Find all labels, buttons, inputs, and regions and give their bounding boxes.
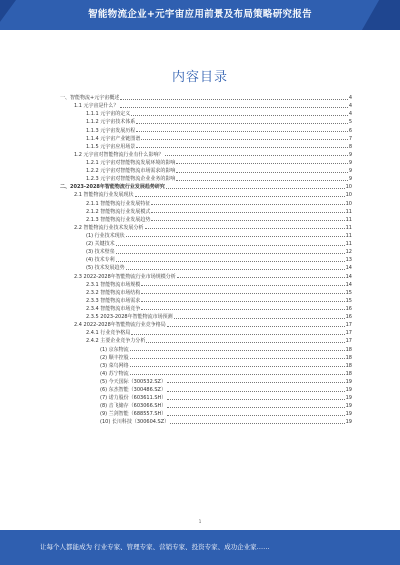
- toc-entry-title: (2) 顺丰控股: [100, 354, 129, 361]
- toc-entry[interactable]: [60, 336, 352, 344]
- toc-entry-page: 12: [345, 249, 352, 256]
- toc-entry-title: 2.3.4 智能物流市场竞争: [86, 305, 141, 312]
- toc-entry-page: 11: [345, 241, 352, 248]
- table-of-contents: [60, 93, 352, 425]
- toc-entry[interactable]: [60, 385, 352, 393]
- dot-leader: [116, 261, 345, 262]
- toc-entry-page: 9: [348, 151, 352, 158]
- toc-entry[interactable]: [60, 93, 352, 101]
- toc-entry-title: 2.3.2 智能物流市场结构: [86, 289, 141, 296]
- toc-entry-title: 2.4 2022-2028年智能物流行业竞争格局: [74, 322, 166, 329]
- dot-leader: [141, 301, 344, 302]
- toc-entry-page: 16: [345, 305, 352, 312]
- toc-entry[interactable]: [60, 361, 352, 369]
- dot-leader: [151, 212, 344, 213]
- toc-entry-page: 4: [348, 95, 352, 102]
- toc-entry[interactable]: [60, 271, 352, 279]
- dot-leader: [167, 391, 345, 392]
- dot-leader: [167, 326, 345, 327]
- toc-entry-page: 19: [345, 378, 352, 385]
- toc-entry-title: (10) 长川科技（300604.SZ）: [100, 419, 170, 426]
- report-title: 智能物流企业+元宇宙应用前景及布局策略研究报告: [88, 9, 312, 20]
- toc-entry-page: 11: [345, 224, 352, 231]
- toc-entry[interactable]: [60, 174, 352, 182]
- toc-entry-title: 1.2 元宇宙对智能物流行业有什么影响？: [74, 151, 164, 158]
- toc-entry[interactable]: [60, 255, 352, 263]
- dot-leader: [177, 277, 345, 278]
- toc-entry[interactable]: [60, 134, 352, 142]
- toc-entry-title: 2.1 智能物流行业发展现状: [74, 192, 134, 199]
- toc-entry[interactable]: [60, 417, 352, 425]
- toc-entry[interactable]: [60, 393, 352, 401]
- dot-leader: [167, 407, 344, 408]
- dot-leader: [136, 131, 348, 132]
- toc-entry-title: (9) 兰剑智能（688557.SH）: [100, 411, 167, 418]
- dot-leader: [167, 382, 345, 383]
- dot-leader: [167, 415, 344, 416]
- toc-entry-title: 1.2.2 元宇宙对智能物流市场需求的影响: [86, 168, 176, 175]
- toc-entry-title: 2.4.2 主要企业竞争力分析: [86, 338, 146, 345]
- dot-leader: [136, 147, 348, 148]
- toc-entry[interactable]: [60, 231, 352, 239]
- toc-entry[interactable]: [60, 312, 352, 320]
- dot-leader: [141, 309, 344, 310]
- toc-entry-page: 19: [345, 411, 352, 418]
- toc-entry-title: 一、智能物流+元宇宙概述: [60, 95, 120, 102]
- toc-entry[interactable]: [60, 239, 352, 247]
- toc-entry[interactable]: [60, 207, 352, 215]
- toc-entry[interactable]: [60, 198, 352, 206]
- toc-entry-page: 17: [345, 338, 352, 345]
- toc-entry[interactable]: [60, 117, 352, 125]
- dot-leader: [167, 399, 344, 400]
- toc-entry-title: (4) 技术专利: [86, 257, 115, 264]
- toc-entry[interactable]: [60, 223, 352, 231]
- toc-entry-title: 1.1.1 元宇宙的定义: [86, 111, 131, 118]
- toc-entry-title: 2.3.1 智能物流市场规模: [86, 281, 141, 288]
- toc-entry[interactable]: [60, 166, 352, 174]
- toc-entry-page: 14: [345, 273, 352, 280]
- toc-entry-page: 17: [345, 330, 352, 337]
- dot-leader: [141, 285, 344, 286]
- footer-banner: [0, 530, 400, 565]
- toc-entry-page: 8: [348, 143, 352, 150]
- toc-entry[interactable]: [60, 320, 352, 328]
- toc-entry-title: (8) 音飞储存（603066.SH）: [100, 403, 167, 410]
- dot-leader: [126, 269, 345, 270]
- toc-entry-page: 14: [345, 265, 352, 272]
- dot-leader: [131, 334, 344, 335]
- toc-entry[interactable]: [60, 369, 352, 377]
- toc-entry-title: 2.1.1 智能物流行业发展特征: [86, 200, 151, 207]
- toc-entry-page: 17: [345, 322, 352, 329]
- toc-entry[interactable]: [60, 280, 352, 288]
- toc-entry-title: (6) 东杰智能（300486.SZ）: [100, 387, 166, 394]
- toc-entry-title: 2.3.5 2023-2028年智能物流市场预测: [86, 314, 173, 321]
- toc-entry[interactable]: [60, 150, 352, 158]
- toc-entry-title: (1) 行业技术现状: [86, 232, 125, 239]
- toc-entry-page: 6: [348, 127, 352, 134]
- toc-entry-page: 13: [345, 257, 352, 264]
- toc-entry-title: 2.1.2 智能物流行业发展模式: [86, 208, 151, 215]
- toc-entry[interactable]: [60, 328, 352, 336]
- dot-leader: [130, 366, 345, 367]
- toc-entry-page: 16: [345, 314, 352, 321]
- page-number: 1: [198, 519, 202, 524]
- toc-entry-title: 二、2023-2028年智能物流行业发展趋势研究: [60, 184, 165, 191]
- dot-leader: [131, 115, 348, 116]
- toc-entry-title: 1.2.1 元宇宙对智能物流发展环境的影响: [86, 159, 176, 166]
- toc-entry[interactable]: [60, 409, 352, 417]
- toc-entry[interactable]: [60, 158, 352, 166]
- dot-leader: [151, 220, 344, 221]
- toc-entry[interactable]: [60, 182, 352, 190]
- toc-entry-page: 11: [345, 232, 352, 239]
- toc-entry-title: 1.1.2 元宇宙技术体系: [86, 119, 136, 126]
- toc-entry-page: 9: [348, 176, 352, 183]
- dot-leader: [136, 123, 348, 124]
- toc-entry-page: 19: [345, 419, 352, 426]
- toc-entry[interactable]: [60, 401, 352, 409]
- dot-leader: [146, 342, 344, 343]
- toc-entry-title: 2.3.3 智能物流市场需求: [86, 297, 141, 304]
- toc-entry-page: 18: [345, 370, 352, 377]
- dot-leader: [120, 99, 348, 100]
- toc-heading: 内容目录: [171, 70, 228, 85]
- toc-entry-title: 2.3 2022-2028年智能物流行业市场规模分析: [74, 273, 176, 280]
- toc-entry-page: 15: [345, 289, 352, 296]
- dot-leader: [174, 318, 345, 319]
- toc-entry[interactable]: [60, 377, 352, 385]
- toc-entry-page: 18: [345, 346, 352, 353]
- toc-entry-title: 2.4.1 行业竞争格局: [86, 330, 131, 337]
- toc-entry-page: 19: [345, 395, 352, 402]
- toc-entry-page: 19: [345, 403, 352, 410]
- toc-entry-title: (4) 苏宁物流: [100, 370, 129, 377]
- toc-entry[interactable]: [60, 109, 352, 117]
- toc-entry-title: (7) 诺力股份（603611.SH）: [100, 395, 167, 402]
- dot-leader: [176, 180, 347, 181]
- toc-entry-page: 15: [345, 297, 352, 304]
- dot-leader: [126, 236, 345, 237]
- toc-entry[interactable]: [60, 125, 352, 133]
- dot-leader: [145, 228, 345, 229]
- toc-entry-page: 9: [348, 168, 352, 175]
- dot-leader: [166, 188, 345, 189]
- toc-entry-page: 11: [345, 208, 352, 215]
- toc-entry-title: 1.1.4 元宇宙产业链图谱: [86, 135, 141, 142]
- toc-entry-title: (2) 关键技术: [86, 241, 115, 248]
- dot-leader: [135, 196, 345, 197]
- toc-entry-title: (5) 今天国际（300532.SZ）: [100, 378, 166, 385]
- toc-entry[interactable]: [60, 215, 352, 223]
- toc-entry-title: 1.1.5 元宇宙应用场景: [86, 143, 136, 150]
- toc-entry-page: 10: [345, 192, 352, 199]
- toc-entry-title: (1) 京东物流: [100, 346, 129, 353]
- toc-entry[interactable]: [60, 296, 352, 304]
- toc-entry-page: 10: [345, 184, 352, 191]
- dot-leader: [151, 204, 344, 205]
- toc-entry-title: (5) 技术发展趋势: [86, 265, 125, 272]
- toc-entry-title: 1.2.3 元宇宙对智能物流企业业务的影响: [86, 176, 176, 183]
- toc-entry-page: 14: [345, 281, 352, 288]
- dot-leader: [116, 245, 345, 246]
- toc-entry-page: 11: [345, 216, 352, 223]
- toc-entry-page: 9: [348, 159, 352, 166]
- toc-entry-page: 19: [345, 387, 352, 394]
- dot-leader: [116, 253, 345, 254]
- toc-entry-page: 4: [348, 111, 352, 118]
- toc-entry[interactable]: [60, 101, 352, 109]
- dot-leader: [130, 350, 345, 351]
- toc-entry-page: 10: [345, 200, 352, 207]
- toc-entry[interactable]: [60, 247, 352, 255]
- footer-slogan: 让每个人都能成为 行业专家、管理专家、营销专家、投资专家、成功企业家……: [40, 543, 270, 551]
- dot-leader: [130, 374, 345, 375]
- toc-entry[interactable]: [60, 304, 352, 312]
- toc-entry-page: 4: [348, 103, 352, 110]
- toc-entry[interactable]: [60, 190, 352, 198]
- dot-leader: [141, 139, 348, 140]
- dot-leader: [170, 423, 344, 424]
- toc-entry-title: (3) 菜鸟网络: [100, 362, 129, 369]
- toc-entry[interactable]: [60, 263, 352, 271]
- dot-leader: [176, 172, 347, 173]
- toc-entry-title: 1.1 元宇宙是什么？: [74, 103, 119, 110]
- toc-entry[interactable]: [60, 288, 352, 296]
- dot-leader: [165, 155, 348, 156]
- toc-entry[interactable]: [60, 353, 352, 361]
- toc-entry-title: 2.1.3 智能物流行业发展趋势: [86, 216, 151, 223]
- dot-leader: [176, 163, 347, 164]
- toc-entry-page: 7: [348, 135, 352, 142]
- header-banner: [0, 0, 400, 30]
- toc-entry-title: 2.2 智能物流行业技术发展分析: [74, 224, 144, 231]
- toc-entry-page: 5: [348, 119, 352, 126]
- toc-entry-title: 1.1.3 元宇宙发展历程: [86, 127, 136, 134]
- dot-leader: [120, 107, 348, 108]
- dot-leader: [130, 358, 345, 359]
- dot-leader: [141, 293, 344, 294]
- toc-entry-page: 18: [345, 362, 352, 369]
- toc-entry-title: (3) 技术壁垒: [86, 249, 115, 256]
- toc-entry[interactable]: [60, 142, 352, 150]
- toc-entry-page: 18: [345, 354, 352, 361]
- toc-entry[interactable]: [60, 344, 352, 352]
